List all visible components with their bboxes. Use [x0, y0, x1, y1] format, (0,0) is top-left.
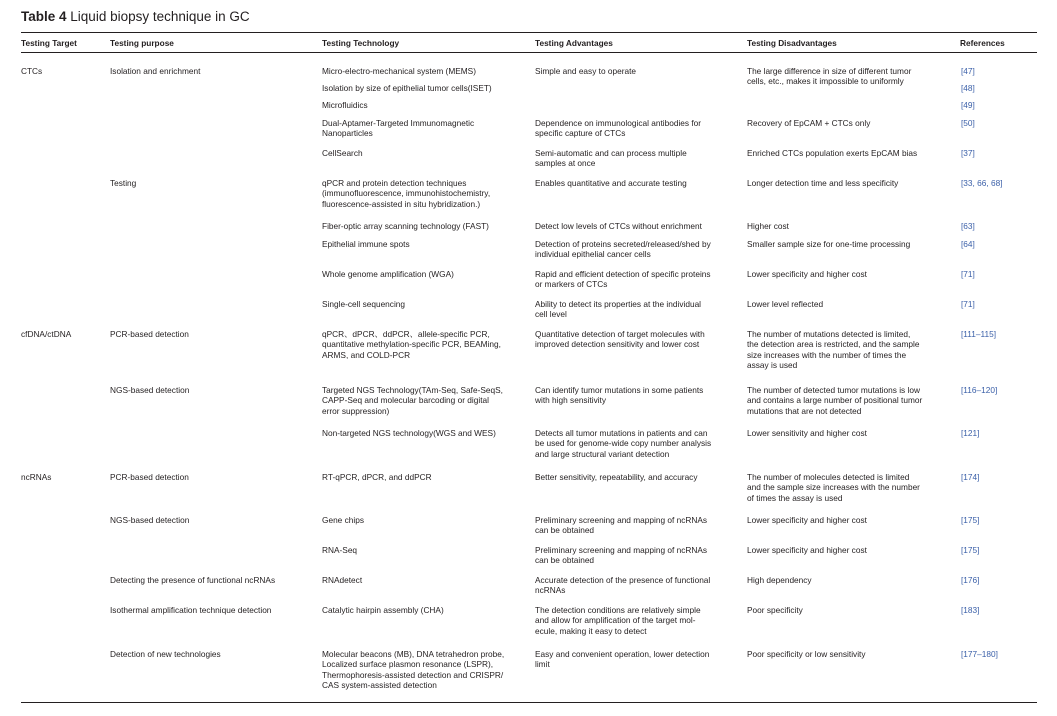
- advantages-cell: can be obtained: [535, 555, 595, 566]
- technology-cell: Localized surface plasmon resonance (LSPR),: [322, 659, 494, 670]
- technology-cell: Non-targeted NGS technology(WGS and WES): [322, 428, 496, 438]
- disadvantages-cell: assay is used: [747, 360, 798, 371]
- disadvantages-cell: Longer detection time and less specificity: [747, 178, 899, 188]
- advantages-cell: and allow for amplification of the target mol-: [535, 615, 696, 626]
- reference-link[interactable]: [175]: [961, 545, 980, 555]
- advantages-cell: Better sensitivity, repeatability, and accuracy: [535, 472, 698, 482]
- advantages-cell: limit: [535, 659, 550, 670]
- technology-cell: Thermophoresis-assisted detection and CRISPR/: [322, 669, 504, 680]
- purpose-cell: Detecting the presence of functional ncRNAs: [110, 575, 276, 585]
- column-header: Testing Disadvantages: [747, 38, 837, 48]
- disadvantages-cell: and the sample size increases with the number: [747, 482, 920, 493]
- technology-cell: error suppression): [322, 405, 390, 416]
- advantages-cell: Semi-automatic and can process multiple: [535, 148, 687, 158]
- advantages-cell: samples at once: [535, 158, 596, 169]
- disadvantages-cell: Lower sensitivity and higher cost: [747, 428, 867, 438]
- technology-cell: fluorescence-assisted in situ hybridization.): [322, 198, 481, 209]
- purpose-cell: Isolation and enrichment: [110, 66, 201, 76]
- reference-link[interactable]: [116–120]: [961, 385, 998, 395]
- disadvantages-cell: Smaller sample size for one-time processing: [747, 239, 911, 249]
- purpose-cell: NGS-based detection: [110, 385, 190, 395]
- disadvantages-cell: the detection area is restricted, and the sample: [747, 339, 920, 350]
- reference-link[interactable]: [33, 66, 68]: [961, 178, 1003, 188]
- advantages-cell: individual epithelial cancer cells: [535, 249, 651, 260]
- technology-cell: Nanoparticles: [322, 128, 373, 139]
- advantages-cell: The detection conditions are relatively simple: [535, 605, 701, 615]
- technology-cell: Catalytic hairpin assembly (CHA): [322, 605, 444, 615]
- technology-cell: CellSearch: [322, 148, 363, 158]
- disadvantages-cell: Poor specificity: [747, 605, 803, 615]
- advantages-cell: can be obtained: [535, 525, 595, 536]
- advantages-cell: Ability to detect its properties at the individual: [535, 299, 702, 309]
- column-header: Testing purpose: [110, 38, 174, 48]
- advantages-cell: specific capture of CTCs: [535, 128, 626, 139]
- purpose-cell: Detection of new technologies: [110, 649, 221, 659]
- advantages-cell: Can identify tumor mutations in some patients: [535, 385, 704, 395]
- technology-cell: qPCR、dPCR、ddPCR、allele-specific PCR,: [322, 329, 490, 339]
- reference-link[interactable]: [71]: [961, 299, 975, 309]
- disadvantages-cell: High dependency: [747, 575, 812, 585]
- technology-cell: CAPP-Seq and molecular barcoding or digital: [322, 395, 489, 406]
- disadvantages-cell: size increases with the number of times the: [747, 349, 907, 360]
- technology-cell: Fiber-optic array scanning technology (FAST): [322, 221, 489, 231]
- advantages-cell: Accurate detection of the presence of functional: [535, 575, 711, 585]
- technology-cell: Micro-electro-mechanical system (MEMS): [322, 66, 476, 76]
- technology-cell: ARMS, and COLD-PCR: [322, 349, 411, 360]
- reference-link[interactable]: [64]: [961, 239, 975, 249]
- advantages-cell: Easy and convenient operation, lower detection: [535, 649, 710, 659]
- disadvantages-cell: and contains a large number of positional tumor: [747, 395, 923, 406]
- reference-link[interactable]: [63]: [961, 221, 975, 231]
- technology-cell: Isolation by size of epithelial tumor cells(ISET): [322, 83, 492, 93]
- technology-cell: Single-cell sequencing: [322, 299, 406, 309]
- column-header: Testing Technology: [322, 38, 400, 48]
- advantages-cell: Detects all tumor mutations in patients and can: [535, 428, 708, 438]
- reference-link[interactable]: [121]: [961, 428, 980, 438]
- advantages-cell: Preliminary screening and mapping of ncRNAs: [535, 545, 708, 555]
- column-header: Testing Advantages: [535, 38, 613, 48]
- advantages-cell: ncRNAs: [535, 585, 566, 596]
- technology-cell: RT-qPCR, dPCR, and ddPCR: [322, 472, 432, 482]
- disadvantages-cell: Lower specificity and higher cost: [747, 269, 867, 279]
- reference-link[interactable]: [37]: [961, 148, 975, 158]
- technology-cell: Gene chips: [322, 515, 364, 525]
- bottom-rule: [21, 702, 1037, 703]
- advantages-cell: Preliminary screening and mapping of ncRNAs: [535, 515, 708, 525]
- disadvantages-cell: The large difference in size of different tumor: [747, 66, 912, 76]
- reference-link[interactable]: [177–180]: [961, 649, 998, 659]
- target-cell: ncRNAs: [21, 472, 52, 482]
- table-title: Liquid biopsy technique in GC: [70, 9, 250, 24]
- reference-link[interactable]: [47]: [961, 66, 975, 76]
- advantages-cell: or markers of CTCs: [535, 279, 608, 290]
- technology-cell: Targeted NGS Technology(TAm-Seq, Safe-SeqS,: [322, 385, 503, 395]
- header-rule: [21, 52, 1037, 53]
- technology-cell: Dual-Aptamer-Targeted Immunomagnetic: [322, 118, 475, 128]
- reference-link[interactable]: [111–115]: [961, 329, 997, 339]
- disadvantages-cell: Lower level reflected: [747, 299, 824, 309]
- technology-cell: RNAdetect: [322, 575, 363, 585]
- purpose-cell: NGS-based detection: [110, 515, 190, 525]
- advantages-cell: Dependence on immunological antibodies for: [535, 118, 702, 128]
- advantages-cell: Detect low levels of CTCs without enrichment: [535, 221, 702, 231]
- purpose-cell: Isothermal amplification technique detection: [110, 605, 272, 615]
- disadvantages-cell: Lower specificity and higher cost: [747, 545, 867, 555]
- disadvantages-cell: cells, etc., makes it impossible to uniformly: [747, 76, 904, 87]
- target-cell: cfDNA/ctDNA: [21, 329, 72, 339]
- advantages-cell: Simple and easy to operate: [535, 66, 637, 76]
- table-caption: [21, 9, 250, 24]
- disadvantages-cell: Enriched CTCs population exerts EpCAM bias: [747, 148, 918, 158]
- disadvantages-cell: Higher cost: [747, 221, 789, 231]
- reference-link[interactable]: [176]: [961, 575, 980, 585]
- reference-link[interactable]: [175]: [961, 515, 980, 525]
- purpose-cell: Testing: [110, 178, 137, 188]
- reference-link[interactable]: [174]: [961, 472, 980, 482]
- technology-cell: Epithelial immune spots: [322, 239, 410, 249]
- advantages-cell: Detection of proteins secreted/released/shed by: [535, 239, 711, 249]
- target-cell: CTCs: [21, 66, 43, 76]
- column-header: Testing Target: [21, 38, 77, 48]
- disadvantages-cell: Poor specificity or low sensitivity: [747, 649, 866, 659]
- column-header: References: [960, 38, 1005, 48]
- advantages-cell: Enables quantitative and accurate testing: [535, 178, 687, 188]
- advantages-cell: be used for genome-wide copy number analysis: [535, 438, 712, 449]
- technology-cell: RNA-Seq: [322, 545, 358, 555]
- advantages-cell: Quantitative detection of target molecules with: [535, 329, 705, 339]
- advantages-cell: with high sensitivity: [535, 395, 607, 406]
- technology-cell: qPCR and protein detection techniques: [322, 178, 467, 188]
- advantages-cell: Rapid and efficient detection of specific proteins: [535, 269, 711, 279]
- advantages-cell: cell level: [535, 309, 567, 320]
- advantages-cell: improved detection sensitivity and lower cost: [535, 339, 700, 350]
- reference-link[interactable]: [183]: [961, 605, 980, 615]
- reference-link[interactable]: [49]: [961, 100, 975, 110]
- technology-cell: CAS system-assisted detection: [322, 680, 437, 691]
- disadvantages-cell: The number of mutations detected is limited,: [747, 329, 911, 339]
- reference-link[interactable]: [48]: [961, 83, 975, 93]
- technology-cell: Microfluidics: [322, 100, 368, 110]
- technology-cell: (immunofluorescence, immunohistochemistry,: [322, 188, 491, 199]
- disadvantages-cell: The number of detected tumor mutations is low: [747, 385, 920, 395]
- technology-cell: Molecular beacons (MB), DNA tetrahedron probe,: [322, 649, 505, 659]
- reference-link[interactable]: [71]: [961, 269, 975, 279]
- table-label: Table 4: [21, 9, 67, 24]
- purpose-cell: PCR-based detection: [110, 329, 189, 339]
- reference-link[interactable]: [50]: [961, 118, 975, 128]
- technology-cell: quantitative methylation-specific PCR, BEAMing,: [322, 339, 501, 350]
- top-rule: [21, 32, 1037, 33]
- advantages-cell: and large structural variant detection: [535, 448, 670, 459]
- disadvantages-cell: mutations that are not detected: [747, 405, 862, 416]
- purpose-cell: PCR-based detection: [110, 472, 189, 482]
- technology-cell: Whole genome amplification (WGA): [322, 269, 454, 279]
- disadvantages-cell: of times the assay is used: [747, 492, 843, 503]
- disadvantages-cell: The number of molecules detected is limited: [747, 472, 910, 482]
- disadvantages-cell: Recovery of EpCAM + CTCs only: [747, 118, 871, 128]
- advantages-cell: ecule, making it easy to detect: [535, 625, 647, 636]
- disadvantages-cell: Lower specificity and higher cost: [747, 515, 867, 525]
